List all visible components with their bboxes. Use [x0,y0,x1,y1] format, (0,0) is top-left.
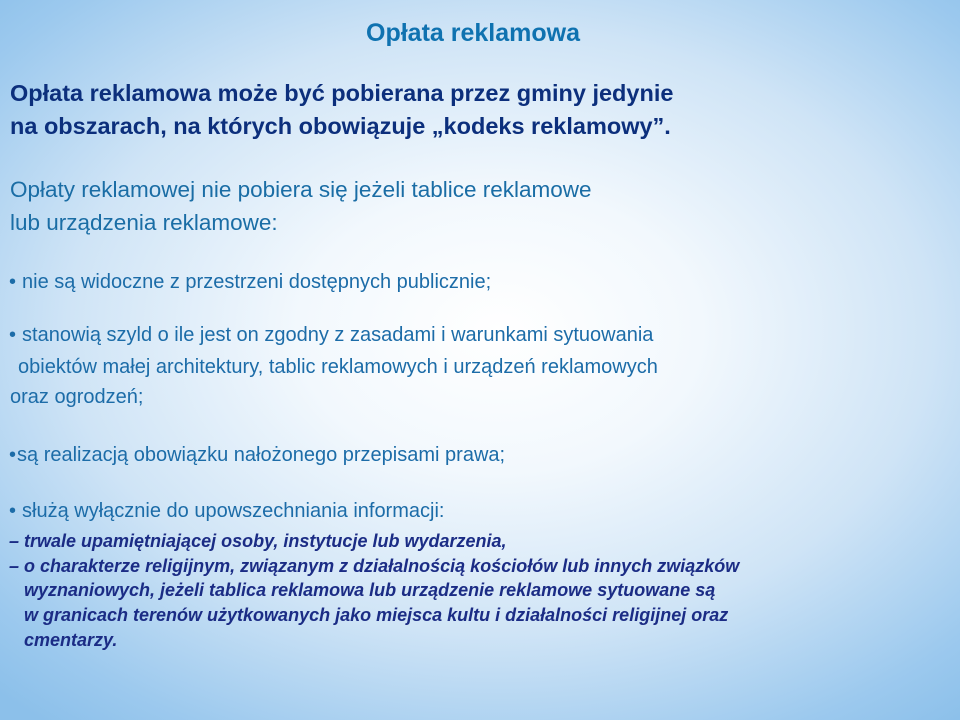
bullet-text: nie są widoczne z przestrzeni dostępnych publicznie; [22,271,492,293]
sub-item-religious: – o charakterze religijnym, związanym z działalnością kościołów lub innych związków [9,556,740,576]
sub-item-continuation: cmentarzy. [24,630,118,650]
intro-line-1: Opłaty reklamowej nie pobiera się jeżeli tablice reklamowe [10,177,592,202]
bullet-item-legal-duty [9,444,505,467]
bullet-text: są realizacją obowiązku nałożonego przepisami prawa; [17,444,506,466]
sub-item-commemorative: – trwale upamiętniającej osoby, instytucje lub wydarzenia, [9,531,507,551]
bullet-icon: • [9,500,17,522]
bullet-continuation: oraz ogrodzeń; [10,386,144,408]
bullet-item-sign [9,324,653,347]
page-title: Opłata reklamowa [366,19,580,47]
intro-line-2: lub urządzenia reklamowe: [10,210,278,235]
bullet-icon: • [9,444,17,466]
bullet-continuation: obiektów małej architektury, tablic reklamowych i urządzeń reklamowych [18,356,658,378]
sub-item-continuation: wyznaniowych, jeżeli tablica reklamowa lub urządzenie reklamowe sytuowane są [24,580,716,600]
lead-line-1: Opłata reklamowa może być pobierana przez gminy jedynie [10,80,674,106]
bullet-icon: • [9,324,17,346]
bullet-text: służą wyłącznie do upowszechniania informacji: [22,500,445,522]
bullet-item-not-visible [9,271,491,294]
bullet-icon: • [9,271,17,293]
lead-line-2: na obszarach, na których obowiązuje „kodeks reklamowy”. [10,113,671,139]
bullet-item-information [9,500,444,523]
bullet-text: stanowią szyld o ile jest on zgodny z zasadami i warunkami sytuowania [22,324,654,346]
sub-item-continuation: w granicach terenów użytkowanych jako miejsca kultu i działalności religijnej oraz [24,605,729,625]
